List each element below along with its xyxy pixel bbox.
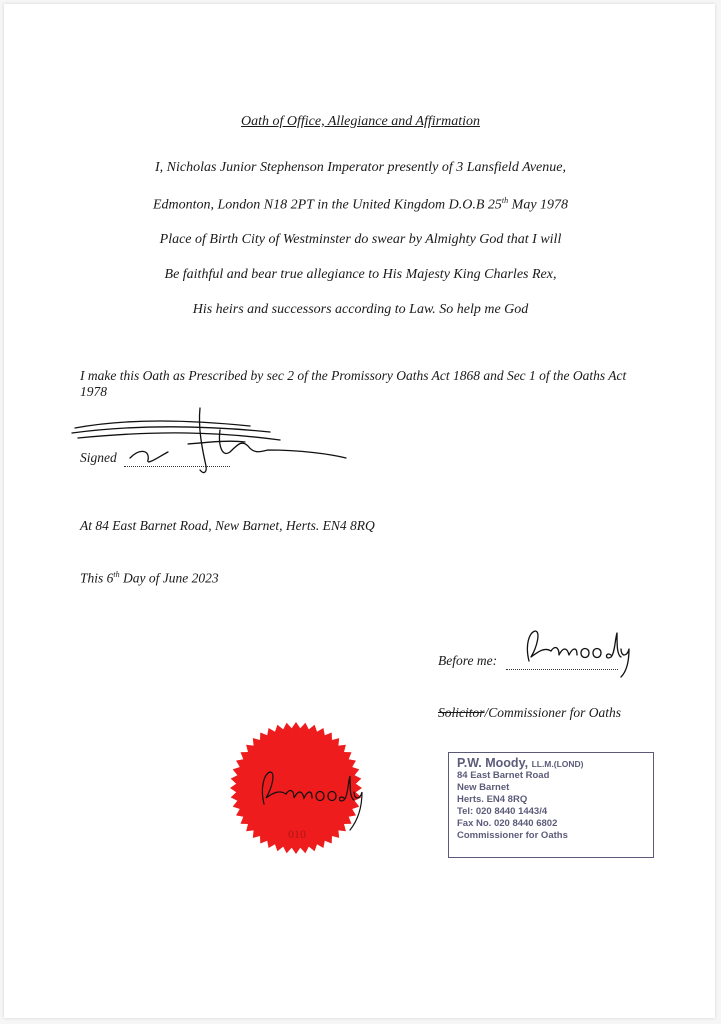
stamp-line: Herts. EN4 8RQ <box>457 794 528 805</box>
before-me-label: Before me: <box>438 653 498 668</box>
applicant-signature <box>70 400 360 480</box>
oath-line-5: His heirs and successors according to Law. So help me God <box>192 302 529 317</box>
oath-line-3: Place of Birth City of Westminster do swear by Almighty God that I will <box>159 232 562 247</box>
oath-line-4: Be faithful and bear true allegiance to His Majesty King Charles Rex, <box>164 267 557 282</box>
commissioner-signature <box>515 625 645 685</box>
stamp-line: Fax No. 020 8440 6802 <box>457 818 558 829</box>
signed-label: Signed <box>80 450 117 465</box>
commissioner-title: Solicitor/Commissioner for Oaths <box>438 705 622 720</box>
struck-solicitor: Solicitor <box>438 705 485 720</box>
oath-line-1: I, Nicholas Junior Stephenson Imperator presently of 3 Lansfield Avenue, <box>154 160 566 175</box>
stamp-line: 84 East Barnet Road <box>457 770 550 781</box>
stamp-line: Tel: 020 8440 1443/4 <box>457 806 548 817</box>
document-title: Oath of Office, Allegiance and Affirmation <box>240 114 480 129</box>
svg-text:010: 010 <box>288 827 306 841</box>
date-line: This 6th Day of June 2023 <box>80 570 219 586</box>
stamp-line: Commissioner for Oaths <box>457 830 568 841</box>
location-line: At 84 East Barnet Road, New Barnet, Herts. EN4 8RQ <box>80 518 375 533</box>
red-wax-seal <box>226 718 386 858</box>
prescribed-statement: I make this Oath as Prescribed by sec 2 of the Promissory Oaths Act 1868 and Sec 1 of the Oaths Act 1978 <box>80 368 627 399</box>
commissioner-stamp <box>448 752 654 858</box>
stamp-name: P.W. Moody, LL.M.(LOND) <box>457 756 584 770</box>
oath-line-2: Edmonton, London N18 2PT in the United Kingdom D.O.B 25th May 1978 <box>152 196 569 213</box>
document-page <box>4 4 715 1018</box>
stamp-line: New Barnet <box>457 782 510 793</box>
